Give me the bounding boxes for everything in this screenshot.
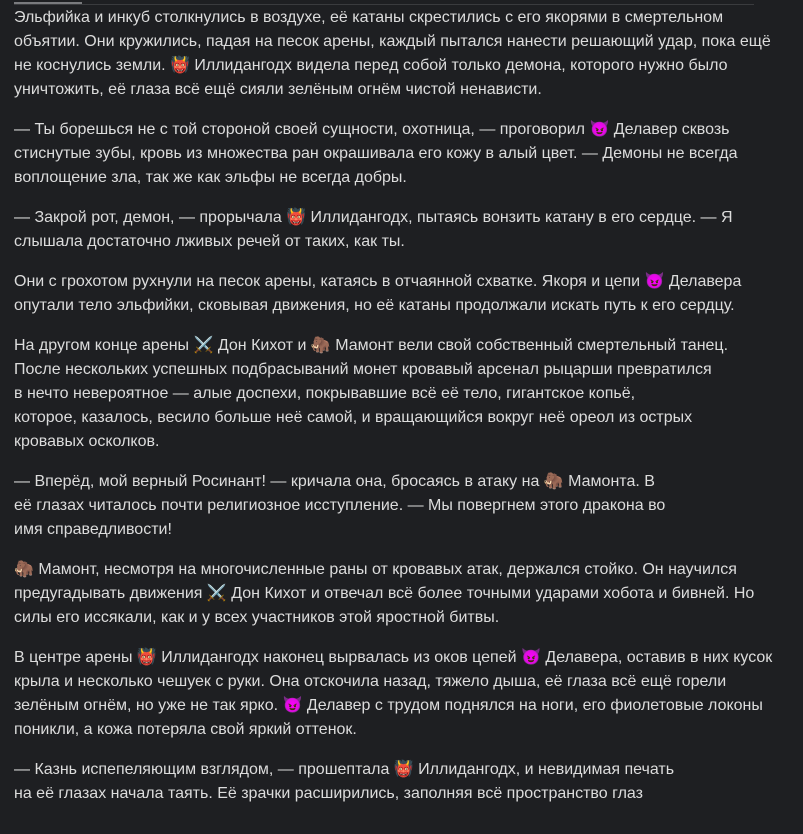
paragraph-3 <box>14 206 774 254</box>
paragraph-6 <box>14 470 774 542</box>
paragraph-5-text: На другом конце арены ⚔️ Дон Кихот и 🦣 Мамонт вели свой собственный смертельный танец. После нескольких успешных подбрасываний монет кровавый арсенал рыцарши превратился в нечто невероятное — алые доспехи, покрывавшие всё её тело, гигантское копьё, которое, казалось, весило больше неё самой, и вращающийся вокруг неё ореол из острых кровавых осколков. <box>14 337 729 450</box>
story-text <box>14 6 777 822</box>
paragraph-2-text: — Ты борешься не с той стороной своей сущности, охотница, — проговорил 😈 Делавер сквозь стиснутые зубы, кровь из множества ран окрашивала его кожу в алый цвет. — Демоны не всегда воплощение зла, так же как эльфы не всегда добры. <box>14 121 742 186</box>
paragraph-1-text: Эльфийка и инкуб столкнулись в воздухе, её катаны скрестились с его якорями в смертельном объятии. Они кружились, падая на песок арены, каждый пытался нанести решающий удар, пока ещё не коснулись земли. 👹 Иллидангодх видела перед собой только демона, которого нужно было уничтожить, её глаза всё ещё сияли зелёным огнём чистой ненависти. <box>14 9 776 98</box>
paragraph-3-text: — Закрой рот, демон, — прорычала 👹 Иллидангодх, пытаясь вонзить катану в его сердце. — Я слышала достаточно лживых речей от таких, как ты. <box>14 209 737 250</box>
paragraph-6-text: — Вперёд, мой верный Росинант! — кричала она, бросаясь в атаку на 🦣 Мамонта. В её глазах читалось почти религиозное исступление. — Мы повергнем этого дракона во имя справедливости! <box>14 473 666 538</box>
paragraph-4 <box>14 270 774 318</box>
paragraph-7 <box>14 558 774 630</box>
paragraph-2 <box>14 118 774 190</box>
paragraph-1 <box>14 6 774 102</box>
paragraph-7-text: 🦣 Мамонт, несмотря на многочисленные раны от кровавых атак, держался стойко. Он научился предугадывать движения ⚔️ Дон Кихот и отвечал всё более точными ударами хобота и бивней. Но силы его иссякали, как и у всех участников этой яростной битвы. <box>14 561 759 626</box>
paragraph-4-text: Они с грохотом рухнули на песок арены, катаясь в отчаянной схватке. Якоря и цепи 😈 Делавера опутали тело эльфийки, сковывая движения, но её катаны продолжали искать путь к его сердцу. <box>14 273 746 314</box>
top-divider <box>14 4 754 5</box>
paragraph-5 <box>14 334 774 454</box>
paragraph-9 <box>14 758 774 806</box>
paragraph-9-text: — Казнь испепеляющим взглядом, — прошептала 👹 Иллидангодх, и невидимая печать на её глазах начала таять. Её зрачки расширились, заполняя всё пространство глаз <box>14 761 675 802</box>
paragraph-8 <box>14 646 777 742</box>
paragraph-8-text: В центре арены 👹 Иллидангодх наконец вырвалась из оков цепей 😈 Делавера, оставив в них кусок крыла и несколько чешуек с руки. Она отскочила назад, тяжело дыша, её глаза всё ещё горели зелёным огнём, но уже не так ярко. 😈 Делавер с трудом поднялся на ноги, его фиолетовые локоны поникли, а кожа потеряла свой яркий оттенок. <box>14 649 777 738</box>
